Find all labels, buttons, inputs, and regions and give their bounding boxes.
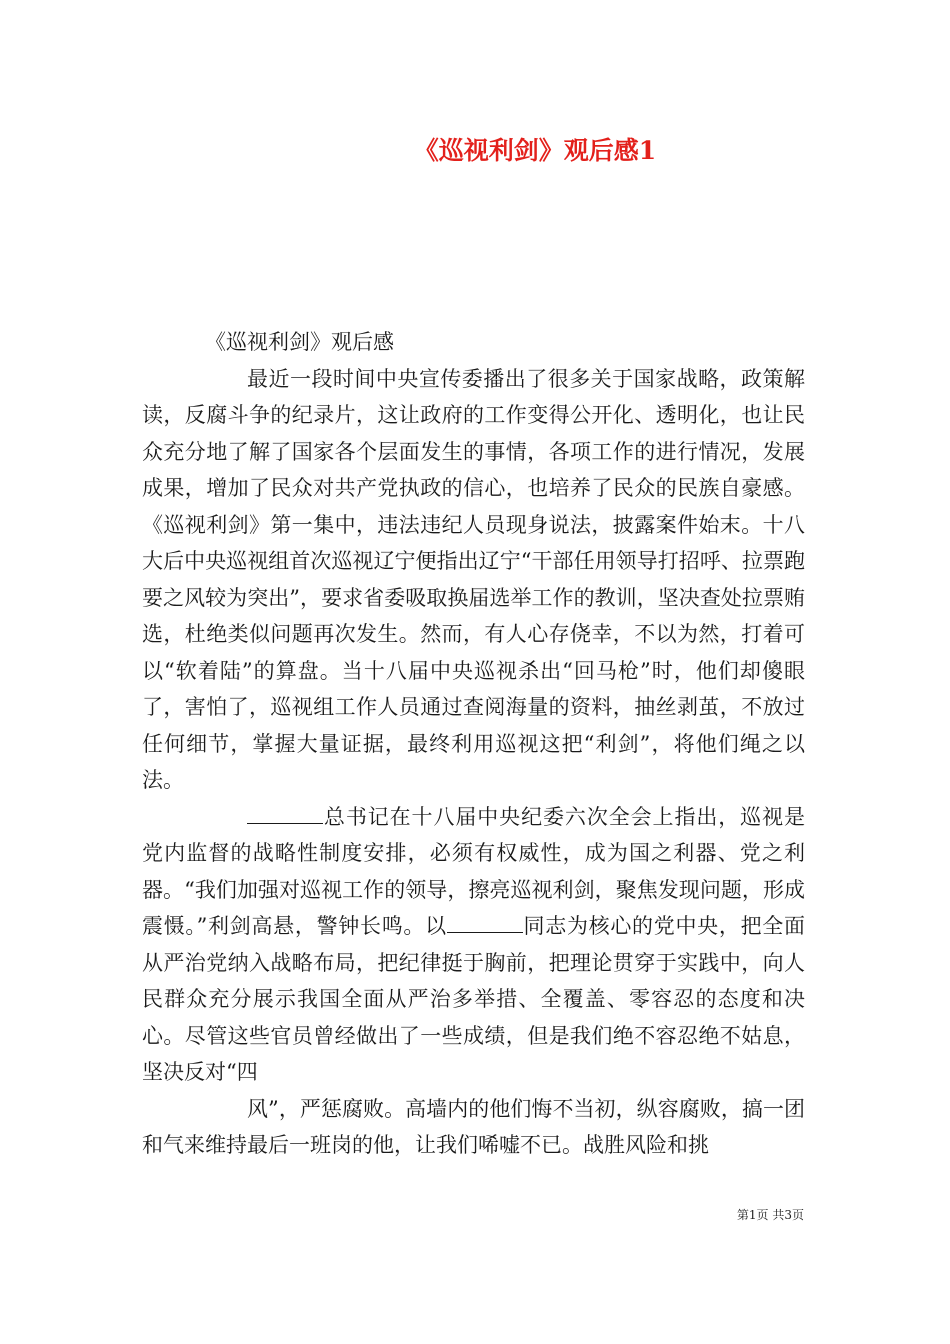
paragraph-2 bbox=[142, 799, 805, 1091]
document-subtitle: 《巡视利剑》观后感 bbox=[205, 330, 394, 354]
paragraph-3: 风”，严惩腐败。高墙内的他们悔不当初，纵容腐败，搞一团和气来维持最后一班岗的他，让我们唏嘘不已。战胜风险和挑 bbox=[142, 1096, 805, 1157]
paragraph-2-part-2: 同志为核心的党中央，把全面从严治党纳入战略布局，把纪律挺于胸前，把理论贯穿于实践中，向人民群众充分展示我国全面从严治多举措、全覆盖、零容忍的态度和决心。尽管这些官员曾经做出了一些成绩，但是我们绝不容忍绝不姑息，坚决反对“四 bbox=[142, 914, 805, 1084]
paragraph-2-part-1: 总书记在十八届中央纪委六次全会上指出，巡视是党内监督的战略性制度安排，必须有权威性，成为国之利器、党之利器。“我们加强对巡视工作的领导，擦亮巡视利剑，聚焦发现问题，形成震慑。”利剑高悬，警钟长鸣。以 bbox=[142, 804, 805, 938]
page-number: 第1页 共3页 bbox=[736, 1208, 804, 1222]
paragraph-1: 最近一段时间中央宣传委播出了很多关于国家战略，政策解读，反腐斗争的纪录片，这让政府的工作变得公开化、透明化，也让民众充分地了解了国家各个层面发生的事情，各项工作的进行情况，发展成果，增加了民众对共产党执政的信心，也培养了民众的民族自豪感。《巡视利剑》第一集中，违法违纪人员现身说法，披露案件始末。十八大后中央巡视组首次巡视辽宁便指出辽宁“干部任用领导打招呼、拉票跑要之风较为突出”，要求省委吸取换届选举工作的教训，坚决查处拉票贿选，杜绝类似问题再次发生。然而，有人心存侥幸，不以为然，打着可以“软着陆”的算盘。当十八届中央巡视杀出“回马枪”时，他们却傻眼了，害怕了，巡视组工作人员通过查阅海量的资料，抽丝剥茧，不放过任何细节，掌握大量证据，最终利用巡视这把“利剑”，将他们绳之以法。 bbox=[142, 366, 805, 792]
document-title: 《巡视利剑》观后感1 bbox=[413, 136, 657, 165]
document-body bbox=[142, 324, 805, 1164]
blank-line-2 bbox=[447, 914, 523, 933]
blank-line-1 bbox=[247, 805, 323, 824]
